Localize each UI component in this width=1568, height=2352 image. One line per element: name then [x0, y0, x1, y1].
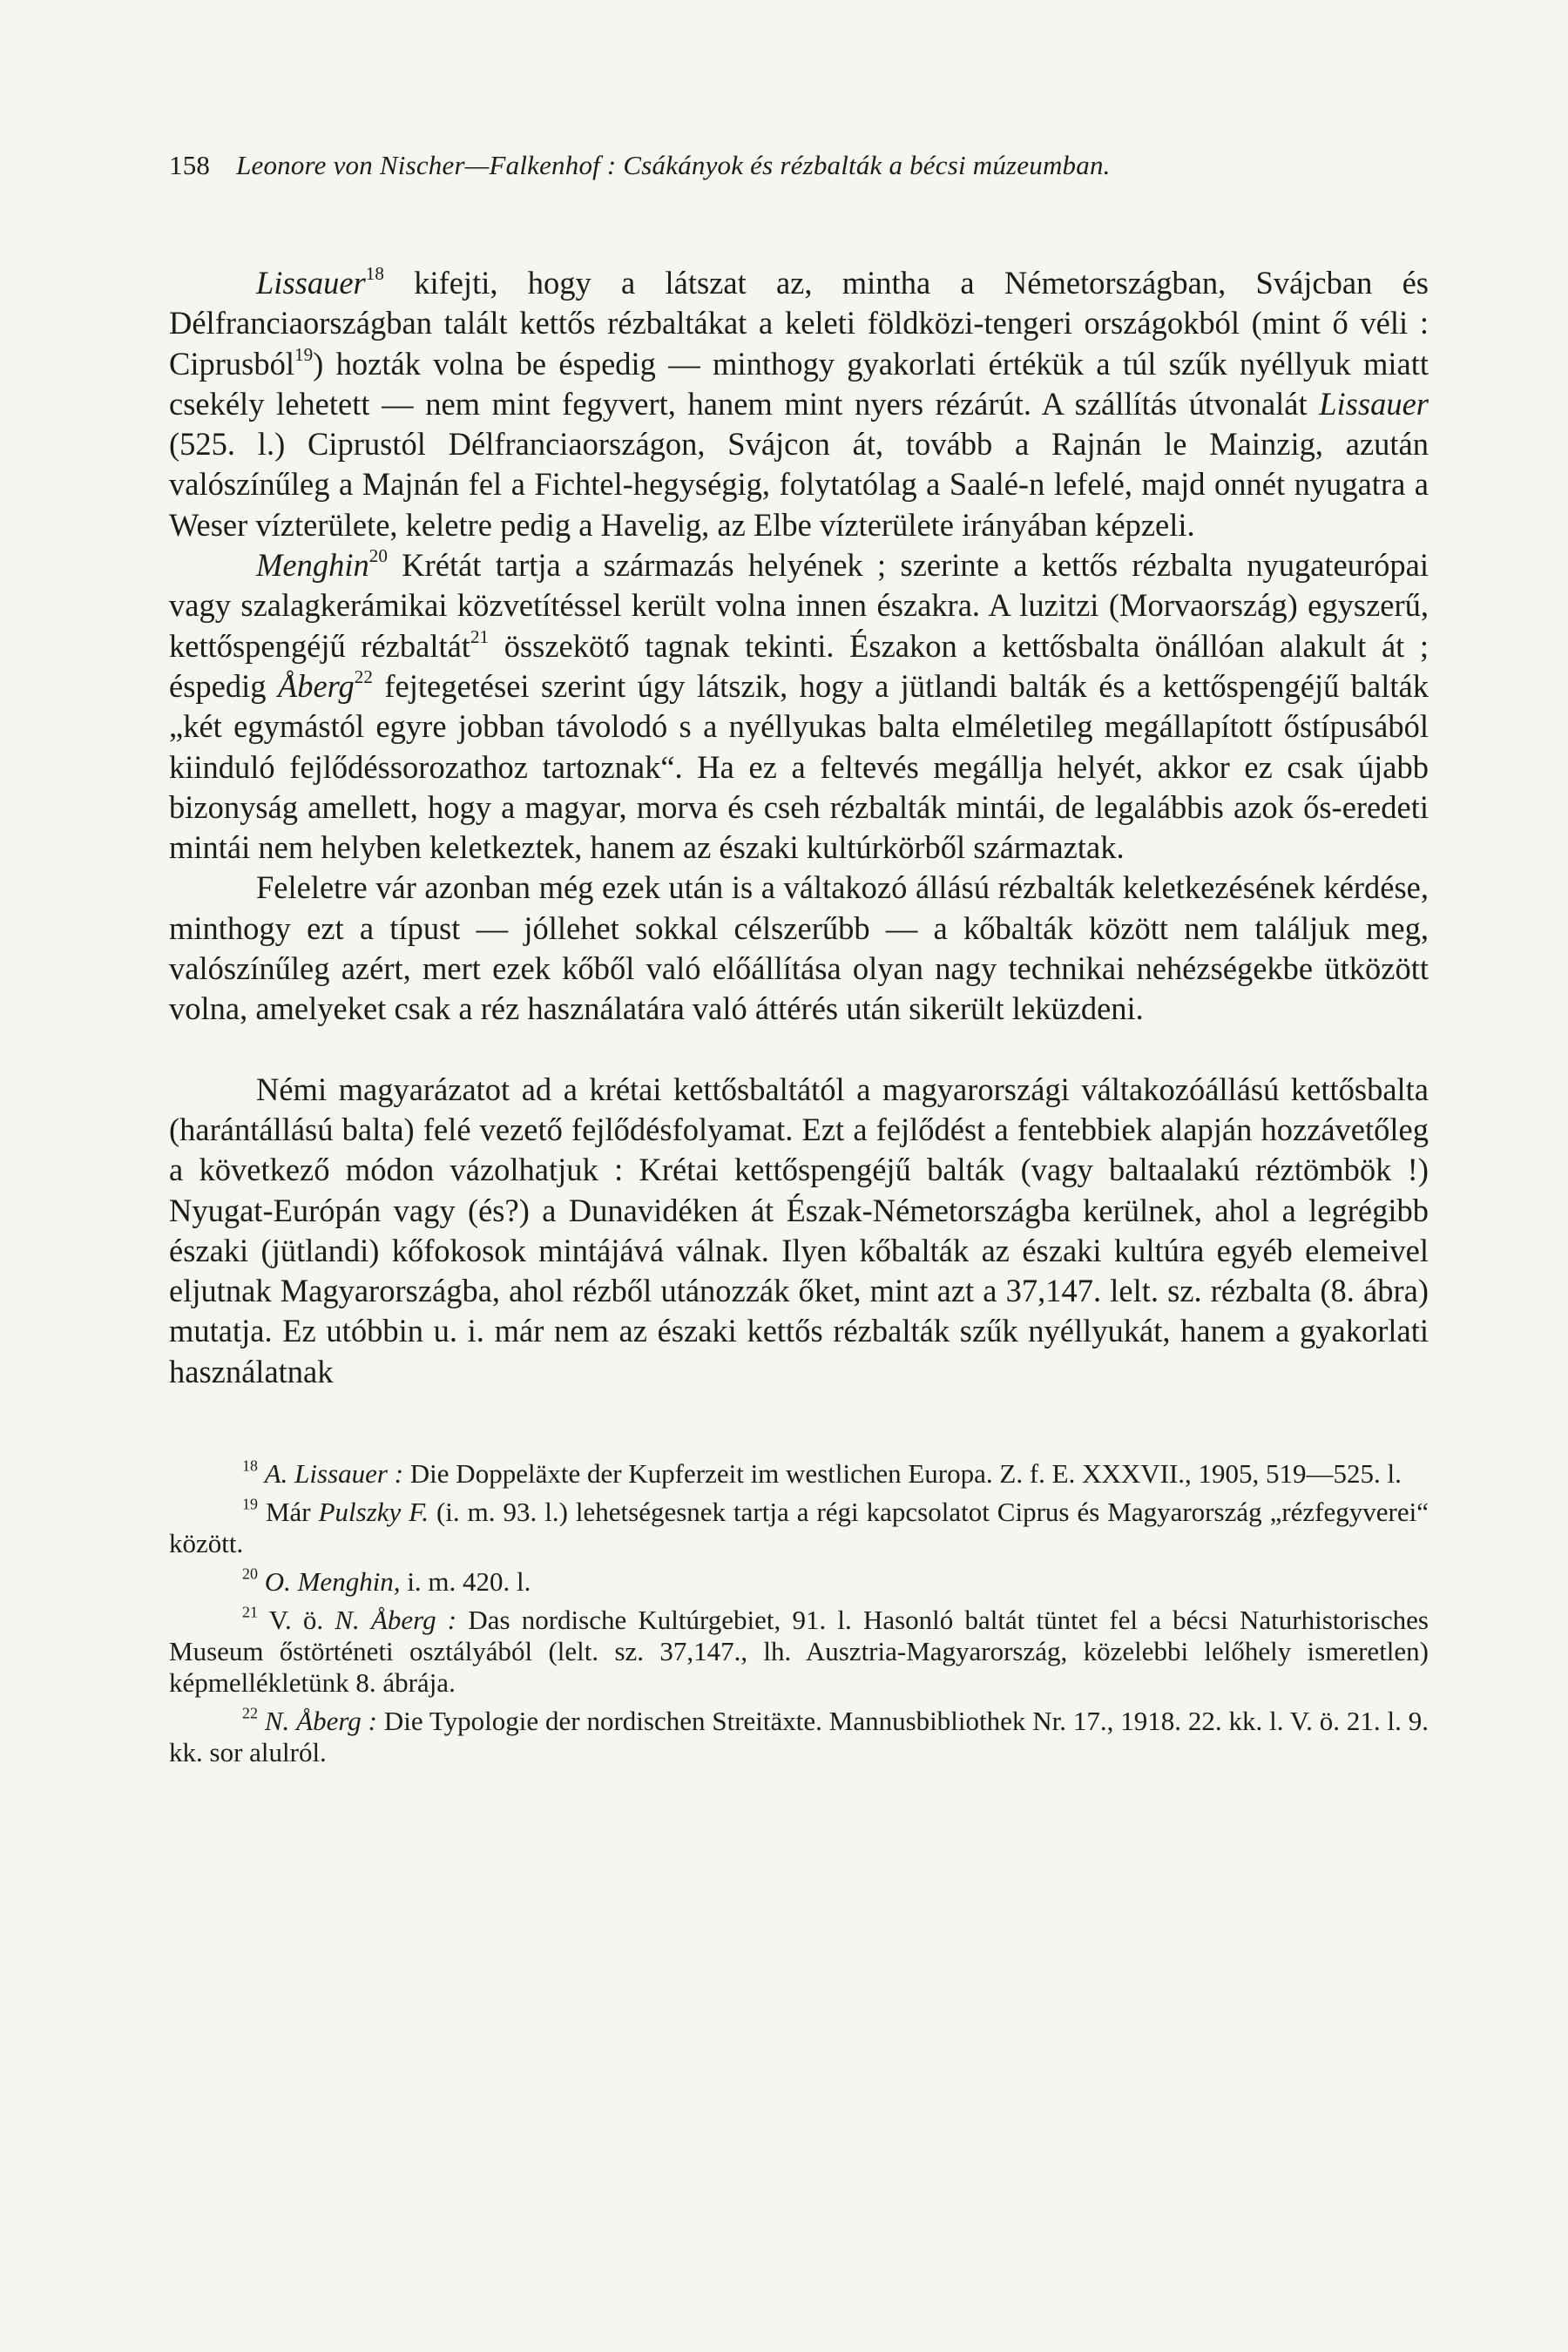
text-run: [258, 1706, 265, 1736]
footnote-19: [169, 1497, 1429, 1559]
footnote-ref: 20: [368, 545, 388, 567]
footnote-ref: 18: [365, 263, 384, 285]
italic-text: Lissauer: [256, 265, 366, 301]
footnote-ref: 21: [242, 1603, 258, 1621]
footnote-22: [169, 1706, 1429, 1768]
footnotes: [169, 1458, 1429, 1768]
text-run: Die Typologie der nordischen Streitäxte. Mannusbibliothek Nr. 17., 1918. 22. kk. l. V. ö. 21. l. 9. kk. sor alulról.: [169, 1706, 1429, 1768]
footnote-ref: 19: [242, 1495, 258, 1513]
italic-text: N. Åberg :: [264, 1706, 377, 1737]
paragraph-1: [169, 263, 1429, 545]
text-run: [258, 1566, 265, 1597]
text-run: összekötő tagnak tekinti. Északon a kettősbalta önállóan alakult át ; éspedig: [169, 627, 1429, 704]
paragraph-2: [169, 545, 1429, 868]
page: [169, 148, 1429, 1768]
text-run: Már: [257, 1497, 319, 1528]
footnote-ref: 18: [242, 1456, 258, 1475]
italic-text: Åberg: [277, 667, 355, 704]
footnote-18: [169, 1458, 1429, 1490]
text-run: (i. m. 93. l.) lehetségesnek tartja a régi kapcsolatot Ciprus és Magyarország „rézfegyverei“ között.: [169, 1497, 1429, 1559]
text-run: [258, 1458, 265, 1489]
text-run: kifejti, hogy a látszat az, mintha a Németországban, Svájcban és Délfranciaországban talált kettős rézbaltákat a keleti földközi-tengeri országokból (mint ő véli : Ciprusból: [169, 265, 1429, 382]
text-run: ) hozták volna be éspedig — minthogy gyakorlati értékük a túl szűk nyéllyuk miatt csekély lehetett — nem mint fegyvert, hanem mint nyers rézárút. A szállítás útvonalát: [169, 345, 1429, 422]
footnote-ref: 21: [470, 625, 490, 647]
text-run: Die Doppeläxte der Kupferzeit im westlichen Europa. Z. f. E. XXXVII., 1905, 519—525. l.: [403, 1458, 1402, 1490]
text-run: V. ö.: [257, 1605, 335, 1636]
italic-text: A. Lissauer :: [264, 1458, 404, 1490]
text-run: Feleletre vár azonban még ezek után is a váltakozó állású rézbalták keletkezésének kérdése, minthogy ezt a típust — jóllehet sokkal célszerűbb — a kőbalták között nem találjuk meg, valószínűleg azért, mert ezek kőből való előállítása olyan nagy technikai nehézségekbe ütközött volna, amelyeket csak a réz használatára való áttérés után sikerült leküzdeni.: [169, 869, 1429, 1027]
italic-text: Menghin: [256, 547, 369, 584]
footnote-ref: 22: [354, 666, 373, 688]
text-run: (525. l.) Ciprustól Délfranciaországon, Svájcon át, tovább a Rajnán le Mainzig, azután valószínűleg a Majnán fel a Fichtel-hegységig, folytatólag a Saalé-n lefelé, majd onnét nyugatra a Weser vízterülete, keletre pedig a Havelig, az Elbe vízterülete irányában képzeli.: [169, 426, 1429, 543]
text-run: Némi magyarázatot ad a krétai kettősbaltától a magyarországi váltakozóállású kettősbalta (harántállású balta) felé vezető fejlődésfolyamat. Ezt a fejlődést a fentebbiek alapján hozzávetőleg a következő módon vázolhatjuk : Krétai kettőspengéjű balták (vagy baltaalakú réztömbök !) Nyugat-Európán vagy (és?) a Dunavidéken át Észak-Németországba kerülnek, ahol a legrégibb északi (jütlandi) kőfokosok mintájává válnak. Ilyen kőbalták az északi kultúra egyéb elemeivel eljutnak Magyarországba, ahol rézből utánozzák őket, mint azt a 37,147. lelt. sz. rézbalta (8. ábra) mutatja. Ez utóbbin u. i. már nem az északi kettős rézbalták szűk nyéllyukát, hanem a gyakorlati használatnak: [169, 1071, 1429, 1389]
footnote-ref: 19: [294, 343, 314, 365]
text-run: Das nordische Kultúrgebiet, 91. l. Hasonló baltát tüntet fel a bécsi Naturhistorisches Museum őstörténeti osztályából (lelt. sz. 37,147., lh. Ausztria-Magyarország, közelebbi lelőhely ismeretlen) képmellékletünk 8. ábrája.: [169, 1605, 1429, 1699]
footnote-ref: 20: [242, 1565, 258, 1583]
paragraph-3: [169, 868, 1429, 1029]
italic-text: N. Åberg :: [335, 1605, 457, 1636]
main-text: [169, 263, 1429, 1392]
italic-text: Lissauer: [1319, 385, 1429, 422]
text-run: fejtegetései szerint úgy látszik, hogy a jütlandi balták és a kettőspengéjű balták „két egymástól egyre jobban távolodó s a nyéllyukas balta elméletileg megállapított őstípusából kiinduló fejlődéssorozathoz tartoznak“. Ha ez a feltevés megállja helyét, akkor ez csak újabb bizonyság amellett, hogy a magyar, morva és cseh rézbalták mintái, de legalábbis azok ős-eredeti mintái nem helyben keletkeztek, hanem az északi kultúrkörből származtak.: [169, 667, 1429, 866]
footnote-20: [169, 1566, 1429, 1598]
page-number: 158: [169, 150, 211, 180]
footnote-21: [169, 1605, 1429, 1699]
italic-text: O. Menghin,: [264, 1566, 401, 1598]
italic-text: Pulszky F.: [318, 1497, 429, 1528]
paragraph-4: [169, 1070, 1429, 1392]
footnote-ref: 22: [242, 1704, 258, 1722]
text-run: i. m. 420. l.: [400, 1566, 531, 1598]
text-run: Krétát tartja a származás helyének ; szerinte a kettős rézbalta nyugateurópai vagy szalagkerámikai közvetítéssel került volna innen északra. A luzitzi (Morvaország) egyszerű, kettőspengéjű rézbaltát: [169, 547, 1429, 664]
running-header: [169, 148, 1429, 183]
running-title: Leonore von Nischer—Falkenhof : Csákányok és rézbalták a bécsi múzeumban.: [236, 150, 1111, 180]
